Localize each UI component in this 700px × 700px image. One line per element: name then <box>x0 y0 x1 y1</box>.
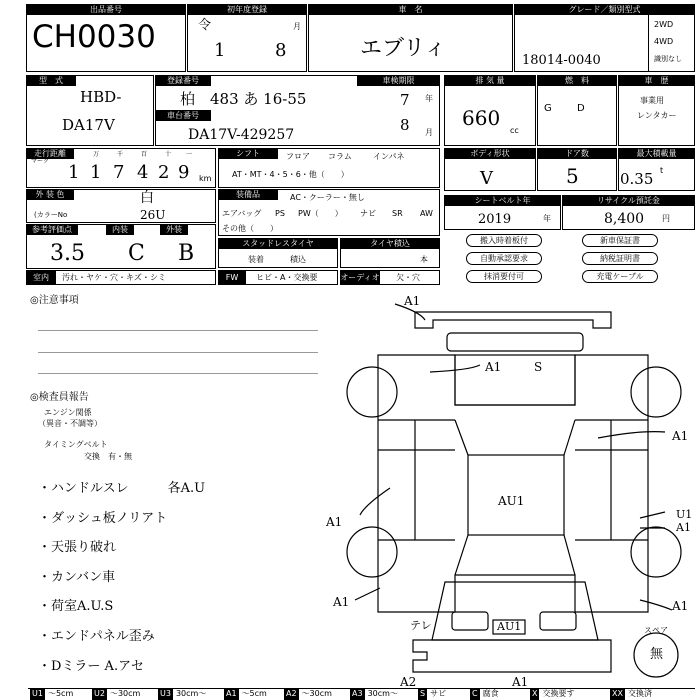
fuel-diesel: D <box>577 103 585 114</box>
disp-unit: cc <box>510 126 519 135</box>
damage-mark: S <box>534 360 543 374</box>
model-line1: HBD- <box>80 88 122 106</box>
studless-label: スタッドレスタイヤ <box>218 238 338 249</box>
wheel-front-left <box>347 367 397 417</box>
score-label: 参考評価点 <box>26 224 78 235</box>
body-outline <box>378 355 648 612</box>
inspection-label: 車検期限 <box>357 75 440 86</box>
doc-plate: 搬入時着板付 <box>466 234 542 247</box>
load-value: 0.35 <box>620 170 654 188</box>
legend-item: A1 ～5cm <box>226 689 267 698</box>
rear-bumper <box>413 640 611 672</box>
mileage-digit: 1 <box>90 162 102 183</box>
color-value: 白 <box>140 190 154 206</box>
note-item: ・天張り破れ <box>38 540 117 555</box>
doc-tax-cert: 納税証明書 <box>582 252 658 265</box>
legend-item: C 腐食 <box>472 689 499 698</box>
damage-mark: A1 <box>676 521 691 534</box>
front-bumper <box>415 312 611 328</box>
disp-label: 排 気 量 <box>444 75 536 86</box>
equip-ac: AC・クーラー・無し <box>290 193 365 202</box>
lot-label: 出品番号 <box>26 4 186 15</box>
color-code-label: (カラーNo <box>34 211 68 219</box>
doc-warranty: 新車保証書 <box>582 234 658 247</box>
recycle-unit: 円 <box>662 214 670 223</box>
damage-mark: A1 <box>672 599 689 613</box>
mileage-label: 走行距離 <box>26 148 74 159</box>
timing-text: 交換 有・無 <box>84 452 132 461</box>
shift-transmission: AT・MT・4・5・6・他（ ） <box>232 170 349 179</box>
shift-floor: フロア <box>286 152 310 161</box>
belt-unit: 年 <box>543 214 551 223</box>
legend-item: XX 交換済 <box>612 689 652 698</box>
color-label: 外 装 色 <box>26 189 74 200</box>
rear-door <box>540 612 576 630</box>
grade-label: グレード／類別型式 <box>514 4 695 15</box>
belt-value: 2019 <box>478 212 512 227</box>
history-business: 事業用 <box>640 96 664 105</box>
equip-airbag: エアバッグ <box>222 209 262 218</box>
damage-mark: AU1 <box>497 620 522 633</box>
doors-value: 5 <box>566 164 579 188</box>
color-code: 26U <box>140 208 166 222</box>
legend-item: U3 30cm～ <box>160 689 207 698</box>
inspector-title: ◎検査員報告 <box>30 392 89 403</box>
damage-mark: A1 <box>672 429 689 443</box>
tire-unit: 本 <box>420 255 428 264</box>
mileage-unit-man: 万 <box>93 151 100 158</box>
damage-mark: U1 <box>676 508 693 521</box>
name-label: 車 名 <box>308 4 513 15</box>
doc-cancel: 抹消要付可 <box>466 270 542 283</box>
first-reg-year: 1 <box>214 40 226 61</box>
drive-4wd: 4WD <box>654 37 674 46</box>
damage-mark: A1 <box>333 595 350 609</box>
note-item: ・ハンドルスレ 各A.U <box>38 481 206 496</box>
equip-aw: AW <box>420 209 433 218</box>
fw-text: ヒビ・A・交換要 <box>256 273 318 282</box>
damage-mark: A1 <box>404 294 421 308</box>
mileage-digit: 9 <box>178 162 190 183</box>
mileage-digit: 2 <box>158 162 170 183</box>
inspection-year: 7 <box>400 91 410 109</box>
recycle-label: リサイクル預託金 <box>562 195 695 206</box>
interior-score: C <box>128 241 145 266</box>
timing-label: タイミングベルト <box>44 440 108 449</box>
tire-label: タイヤ積込 <box>340 238 440 249</box>
chassis-label: 車台番号 <box>155 110 211 121</box>
exterior-label: 外装 <box>160 224 188 235</box>
shift-column: コラム <box>328 152 352 161</box>
chassis-value: DA17V-429257 <box>188 127 295 143</box>
damage-mark: A1 <box>326 515 343 529</box>
body-label: ボディ形状 <box>444 148 536 159</box>
audio-text: 欠・穴 <box>396 273 420 282</box>
mileage-unit-ichi: 一 <box>186 151 193 158</box>
shift-instpanel: インパネ <box>373 152 405 161</box>
history-label: 車 歴 <box>618 75 695 86</box>
spare-label: スペア <box>644 626 668 635</box>
inspection-month: 8 <box>400 116 410 134</box>
equip-other: その他（ ） <box>222 224 278 233</box>
first-reg-month-unit: 月 <box>293 22 301 31</box>
mileage-digit: 1 <box>68 162 80 183</box>
engine-sub: （異音・不調等） <box>38 419 102 428</box>
body-value: V <box>480 168 493 189</box>
studless-mounted: 装着 <box>248 255 264 264</box>
legend-item: A3 30cm～ <box>352 689 398 698</box>
note-item: ・ダッシュ板ノリアト <box>38 511 168 526</box>
model-line2: DA17V <box>62 116 115 134</box>
wheel-rear-right <box>631 527 681 577</box>
studless-loaded: 積込 <box>290 255 306 264</box>
equip-navi: ナビ <box>360 209 376 218</box>
model-label: 型 式 <box>26 75 76 86</box>
damage-mark: A1 <box>485 360 502 374</box>
note-item: ・カンバン車 <box>38 570 116 585</box>
overall-score: 3.5 <box>50 241 85 266</box>
first-reg-era: 令 <box>198 18 212 33</box>
mileage-unit-sen: 千 <box>117 151 124 158</box>
load-label: 最大積載量 <box>618 148 695 159</box>
mileage-unit-hyaku: 百 <box>141 151 148 158</box>
equip-sr: SR <box>392 209 403 218</box>
mileage-km: km <box>199 174 212 183</box>
first-reg-label: 初年度登録 <box>187 4 307 15</box>
belt-label: シートベルト年 <box>444 195 561 206</box>
note-item: ・Dミラー A.アセ <box>38 659 144 674</box>
grade-value: 18014-0040 <box>522 53 601 68</box>
legend-item: U2 ～30cm <box>94 689 141 698</box>
equip-ps: PS <box>275 209 285 218</box>
equip-label: 装備品 <box>218 189 278 200</box>
engine-label: エンジン関係 <box>44 408 92 417</box>
note-item: ・エンドパネル歪み <box>38 629 155 644</box>
interior-label: 内装 <box>106 224 134 235</box>
mileage-digit: 7 <box>113 162 125 183</box>
drive-2wd: 2WD <box>654 20 674 29</box>
doc-charge-cable: 充電ケーブル <box>582 270 658 283</box>
reg-value: 柏 483 あ 16-55 <box>180 90 307 108</box>
drive-none: 識別なし <box>654 55 682 63</box>
doc-auto-approve: 自動承認要求 <box>466 252 542 265</box>
audio-label: オーディオ <box>340 270 380 285</box>
wheel-front-right <box>631 367 681 417</box>
caution-title: ◎注意事項 <box>30 295 79 306</box>
legend-item: S サビ <box>420 689 447 698</box>
mileage-unit-juu: 十 <box>165 151 172 158</box>
damage-mark: A1 <box>512 675 529 689</box>
doors-label: ドア数 <box>537 148 617 159</box>
disp-value: 660 <box>462 106 501 130</box>
equip-pw: PW（ ） <box>298 209 343 218</box>
inspection-year-unit: 年 <box>425 94 433 103</box>
mileage-digit: 4 <box>137 162 149 183</box>
recycle-value: 8,400 <box>604 211 645 227</box>
wheel-rear-left <box>347 527 397 577</box>
note-item: ・荷室A.U.S <box>38 599 114 614</box>
inspection-month-unit: 月 <box>425 128 433 137</box>
vehicle-name: エブリィ <box>360 36 447 61</box>
rear-window <box>452 612 488 630</box>
history-rental: レンタカー <box>637 111 677 120</box>
fuel-gasoline: G <box>544 103 552 114</box>
legend-item: A2 ～30cm <box>286 689 332 698</box>
load-unit: t <box>660 166 664 175</box>
fuel-label: 燃 料 <box>537 75 617 86</box>
exterior-score: B <box>178 241 195 266</box>
shift-label: シフト <box>218 148 278 159</box>
mileage-mark: マーク <box>31 158 50 165</box>
interior-row-text: 汚れ・ヤケ・穴・キズ・シミ <box>62 273 166 282</box>
damage-mark: AU1 <box>498 494 525 508</box>
damage-mark: A2 <box>400 675 417 689</box>
roof-panel <box>455 355 575 405</box>
lot-number: CH0030 <box>32 19 156 55</box>
first-reg-month: 8 <box>275 40 287 61</box>
hood-panel <box>447 333 583 351</box>
damage-mark: テレ <box>410 619 432 632</box>
interior-row-label: 室内 <box>26 270 56 285</box>
reg-label: 登録番号 <box>155 75 211 86</box>
spare-value: 無 <box>650 647 664 662</box>
legend-item: X 交換要す <box>532 689 575 698</box>
legend-item: U1 ～5cm <box>32 689 74 698</box>
fw-label: FW <box>218 270 246 285</box>
